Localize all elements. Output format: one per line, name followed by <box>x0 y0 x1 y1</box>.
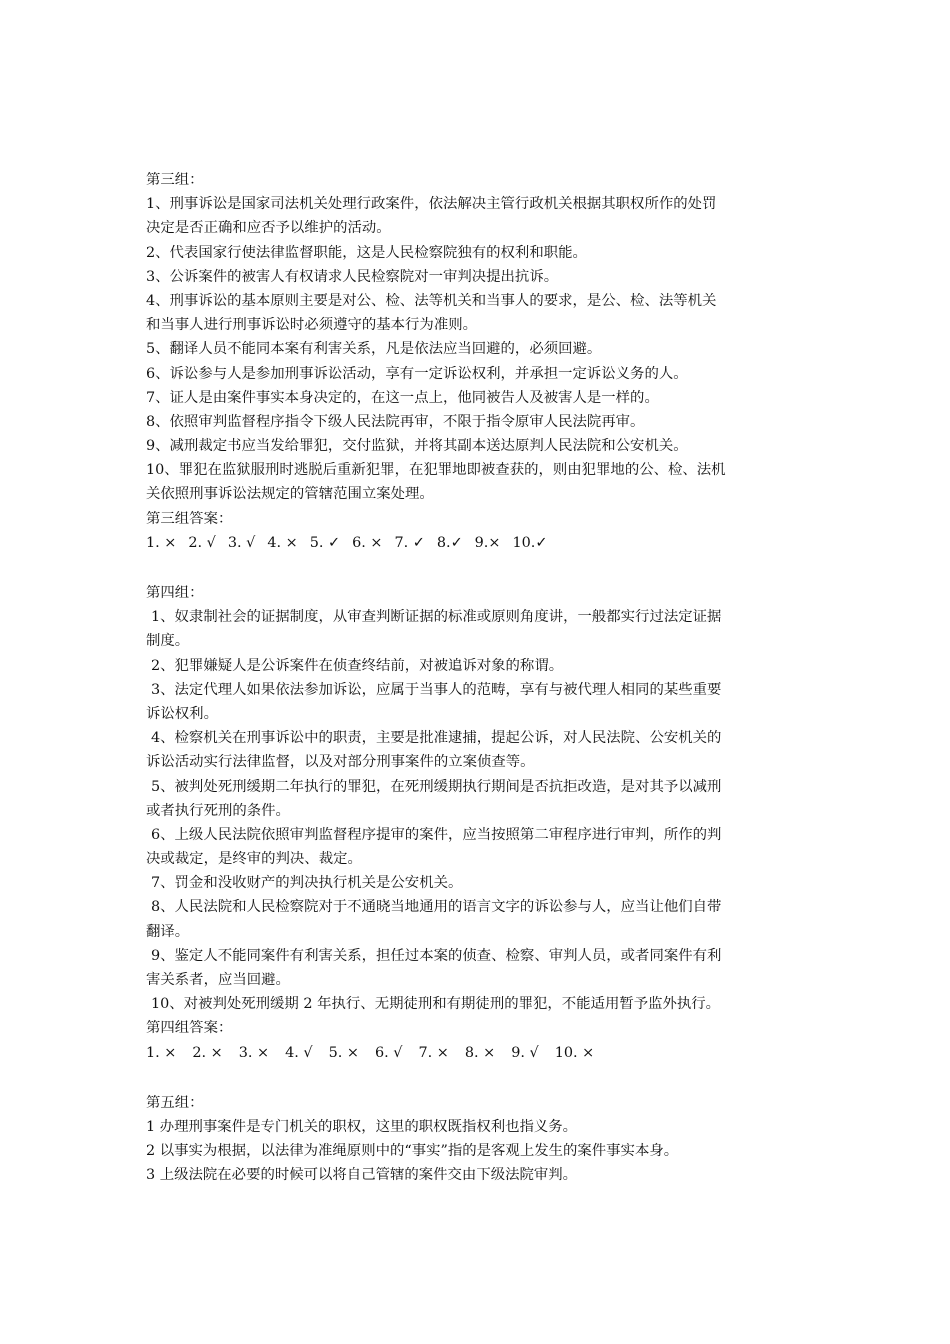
question-item <box>146 362 810 386</box>
question-item <box>146 895 810 943</box>
question-line: 4、检察机关在刑事诉讼中的职责，主要是批准逮捕，提起公诉，对人民法院、公安机关的 <box>151 730 722 747</box>
question-item <box>146 192 810 240</box>
group-3-items <box>146 192 810 506</box>
group-5 <box>146 1091 810 1188</box>
question-line: 2、犯罪嫌疑人是公诉案件在侦查终结前，对被追诉对象的称谓。 <box>151 657 564 674</box>
question-item <box>146 654 810 678</box>
group-5-items <box>146 1115 810 1188</box>
answer-item: 8. × <box>464 1044 496 1061</box>
question-line: 4、刑事诉讼的基本原则主要是对公、检、法等机关和当事人的要求，是公、检、法等机关 <box>146 292 717 309</box>
question-line: 和当事人进行刑事诉讼时必须遵守的基本行为准则。 <box>146 317 477 334</box>
question-line: 1 办理刑事案件是专门机关的职权，这里的职权既指权利也指义务。 <box>146 1118 578 1135</box>
question-line: 6、上级人民法院依照审判监督程序提审的案件，应当按照第二审程序进行审判，所作的判 <box>151 826 722 843</box>
question-item <box>146 823 810 871</box>
answer-item: 8.✓ <box>436 534 463 551</box>
answer-item: 2. × <box>192 1044 223 1061</box>
answer-item: 4. × <box>267 534 298 551</box>
question-line: 诉讼活动实行法律监督，以及对部分刑事案件的立案侦查等。 <box>146 754 535 771</box>
section-gap <box>146 1065 810 1091</box>
question-line: 关依照刑事诉讼法规定的管辖范围立案处理。 <box>146 486 434 503</box>
question-line: 8、人民法院和人民检察院对于不通晓当地通用的语言文字的诉讼参与人，应当让他们自带 <box>151 899 722 916</box>
answer-item: 7. × <box>418 1044 449 1061</box>
answer-item: 6. √ <box>374 1044 403 1061</box>
question-line: 翻译。 <box>146 923 190 940</box>
question-line: 诉讼权利。 <box>146 705 218 722</box>
group-5-title: 第五组： <box>146 1094 204 1111</box>
answer-item: 5. ✓ <box>309 534 341 551</box>
document-page <box>146 168 810 1188</box>
answer-item: 2. √ <box>188 534 216 551</box>
answer-item: 9.× <box>474 534 501 551</box>
question-item <box>146 241 810 265</box>
question-item <box>146 1163 810 1187</box>
question-line: 决或裁定，是终审的判决、裁定。 <box>146 851 362 868</box>
question-item <box>146 726 810 774</box>
question-line: 害关系者，应当回避。 <box>146 972 290 988</box>
answer-item: 1. × <box>146 534 177 551</box>
question-line: 3、公诉案件的被害人有权请求人民检察院对一审判决提出抗诉。 <box>146 268 559 285</box>
answer-item: 7. ✓ <box>394 534 425 551</box>
answer-item: 3. × <box>238 1044 270 1061</box>
question-item <box>146 678 810 726</box>
group-3-title: 第三组： <box>146 172 204 188</box>
question-item <box>146 944 810 992</box>
group-4 <box>146 581 810 1065</box>
answer-item: 9. √ <box>511 1044 539 1061</box>
question-item <box>146 458 810 506</box>
question-line: 9、鉴定人不能同案件有利害关系，担任过本案的侦查、检察、审判人员，或者同案件有利 <box>151 947 722 964</box>
question-line: 10、罪犯在监狱服刑时逃脱后重新犯罪，在犯罪地即被查获的，则由犯罪地的公、检、法机 <box>146 462 726 479</box>
section-gap <box>146 555 810 581</box>
question-item <box>146 410 810 434</box>
question-item <box>146 337 810 361</box>
question-item <box>146 386 810 410</box>
answer-item: 6. × <box>352 534 383 551</box>
question-item <box>146 289 810 337</box>
group-4-answer-title: 第四组答案： <box>146 1020 233 1037</box>
question-item <box>146 1115 810 1139</box>
question-line: 9、减刑裁定书应当发给罪犯，交付监狱，并将其副本送达原判人民法院和公安机关。 <box>146 438 688 455</box>
question-line: 7、罚金和没收财产的判决执行机关是公安机关。 <box>151 875 463 892</box>
group-3 <box>146 168 810 555</box>
group-4-items <box>146 605 810 1016</box>
question-line: 2、代表国家行使法律监督职能，这是人民检察院独有的权利和职能。 <box>146 244 587 261</box>
question-line: 8、依照审判监督程序指令下级人民法院再审，不限于指令原审人民法院再审。 <box>146 413 645 430</box>
question-item <box>146 605 810 653</box>
question-item <box>146 992 810 1016</box>
question-item <box>146 265 810 289</box>
question-line: 6、诉讼参与人是参加刑事诉讼活动，享有一定诉讼权利，并承担一定诉讼义务的人。 <box>146 365 688 382</box>
group-4-answers <box>146 1041 810 1065</box>
question-item <box>146 871 810 895</box>
question-item <box>146 434 810 458</box>
question-line: 或者执行死刑的条件。 <box>146 802 290 819</box>
answer-item: 10. × <box>554 1044 595 1061</box>
question-line: 制度。 <box>146 633 190 650</box>
question-line: 3 上级法院在必要的时候可以将自己管辖的案件交由下级法院审判。 <box>146 1167 578 1184</box>
question-line: 3、法定代理人如果依法参加诉讼，应属于当事人的范畴，享有与被代理人相同的某些重要 <box>151 681 722 698</box>
answer-item: 10.✓ <box>512 534 548 551</box>
group-4-title: 第四组： <box>146 585 204 601</box>
question-line: 2 以事实为根据，以法律为准绳原则中的“事实”指的是客观上发生的案件事实本身。 <box>146 1143 679 1160</box>
answer-item: 4. √ <box>285 1044 313 1061</box>
question-item <box>146 1139 810 1163</box>
question-line: 5、翻译人员不能同本案有利害关系，凡是依法应当回避的，必须回避。 <box>146 341 602 358</box>
question-line: 5、被判处死刑缓期二年执行的罪犯，在死刑缓期执行期间是否抗拒改造，是对其予以减刑 <box>151 778 722 795</box>
question-item <box>146 775 810 823</box>
question-line: 10、对被判处死刑缓期 2 年执行、无期徒刑和有期徒刑的罪犯，不能适用暂予监外执行。 <box>151 996 721 1013</box>
answer-item: 5. × <box>328 1044 359 1061</box>
question-line: 7、证人是由案件事实本身决定的，在这一点上，他同被告人及被害人是一样的。 <box>146 389 659 406</box>
question-line: 1、奴隶制社会的证据制度，从审查判断证据的标准或原则角度讲，一般都实行过法定证据 <box>151 609 722 626</box>
question-line: 1、刑事诉讼是国家司法机关处理行政案件，依法解决主管行政机关根据其职权所作的处罚 <box>146 196 717 213</box>
group-3-answer-title: 第三组答案： <box>146 510 233 527</box>
group-3-answers <box>146 531 810 555</box>
answer-item: 3. √ <box>227 534 256 551</box>
answer-item: 1. × <box>146 1044 177 1061</box>
question-line: 决定是否正确和应否予以维护的活动。 <box>146 220 391 237</box>
